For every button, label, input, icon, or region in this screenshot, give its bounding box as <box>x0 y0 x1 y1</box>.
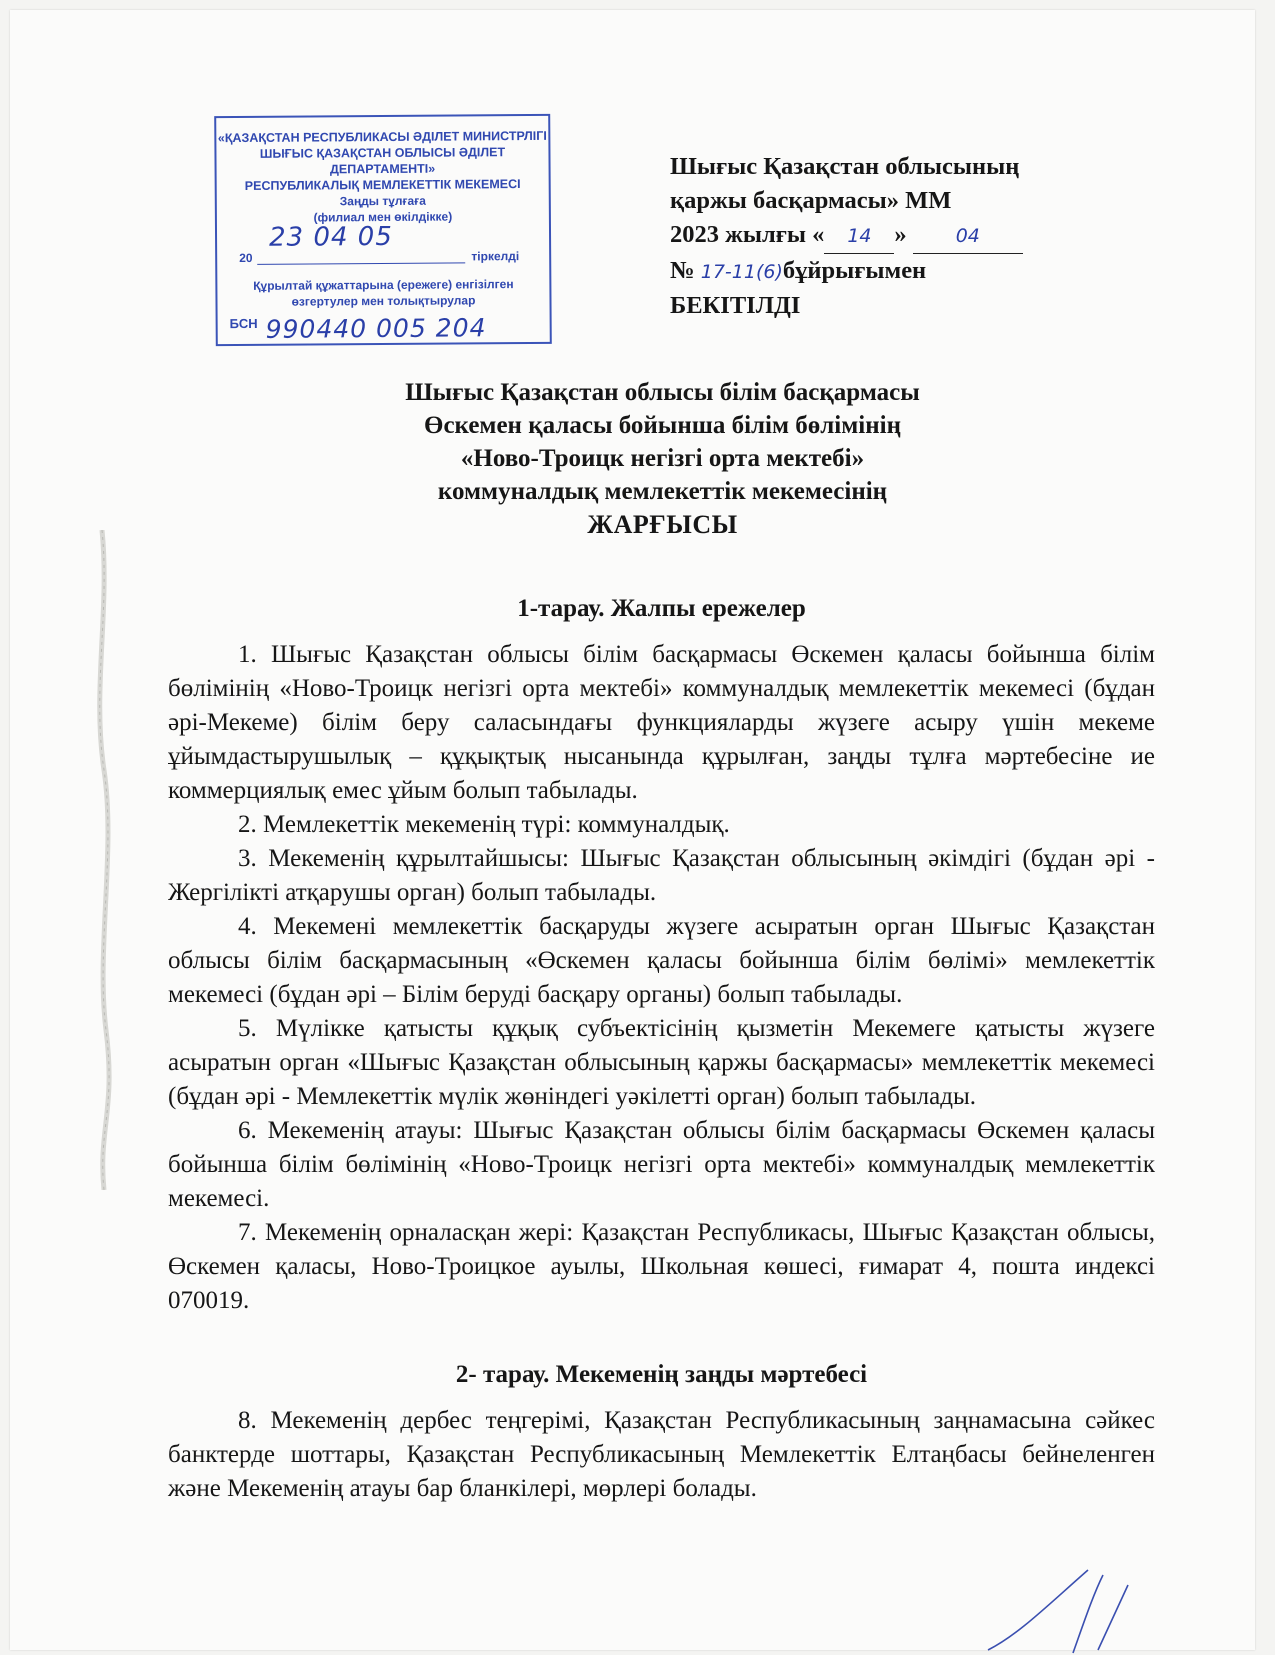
stamp-line: Заңды тұлғаға <box>339 193 426 209</box>
stamp-bsn-label: БСН <box>229 315 258 332</box>
approval-date-line: 2023 жылғы « 14 » 04 <box>670 218 1150 254</box>
stamp-date-row <box>217 221 549 270</box>
stamp-bsn-handwritten: 990440 005 204 <box>265 313 487 344</box>
paragraph: 3. Мекеменің құрылтайшысы: Шығыс Қазақстан облысының әкімдігі (бұдан әрі - Жергілікті атқарушы орган) болып табылады. <box>168 845 1155 906</box>
paragraph: 6. Мекеменің атауы: Шығыс Қазақстан облысы білім басқармасы Өскемен қаласы бойынша білім бөлімінің «Ново-Троицк негізгі орта мектебі» коммуналдық мемлекеттік мекемесі. <box>168 1117 1155 1212</box>
stamp-line: РЕСПУБЛИКАЛЫҚ МЕМЛЕКЕТТІК МЕКЕМЕСІ <box>244 177 521 193</box>
approval-number-line: № 17-11(6)бұйрығымен <box>670 257 927 284</box>
approval-line: Шығыс Қазақстан облысының <box>670 153 1020 180</box>
stamp-line: (филиал мен өкілдікке) <box>313 209 453 225</box>
title-line: Өскемен қаласы бойынша білім бөлімінің <box>424 412 901 439</box>
approval-block <box>670 150 1150 323</box>
paragraph: 2. Мемлекеттік мекеменің түрі: коммуналдық. <box>238 811 730 838</box>
stamp-reason: Құрылтай құжаттарына (ережеге) енгізілген <box>253 277 514 293</box>
paragraph: 1. Шығыс Қазақстан облысы білім басқармасы Өскемен қаласы бойынша білім бөлімінің «Ново-Троицк негізгі орта мектебі» коммуналдық мемлекеттік мекемесі (бұдан әрі-Мекеме) білім беру саласындағы функцияларды жүзеге асыру үшін мекеме ұйымдастырушылық – құқықтық нысанында құрылған, заңды тұлға мәртебесіне ие коммерциялық емес ұйым болып табылады. <box>168 641 1155 804</box>
paragraph: 5. Мүлікке қатысты құқық субъектісінің қызметін Мекемеге қатысты жүзеге асыратын орган «Шығыс Қазақстан облысының қаржы басқармасы» мемлекеттік мекемесі (бұдан әрі - Мемлекеттік мүлік жөніндегі уәкілетті орган) болып табылады. <box>168 1015 1155 1110</box>
approval-approved: БЕКІТІЛДІ <box>670 292 801 319</box>
binding-string <box>82 530 122 1190</box>
approval-number: 17-11(6) <box>700 261 783 283</box>
section-1-heading: 1-тарау. Жалпы ережелер <box>517 595 806 622</box>
title-line: Шығыс Қазақстан облысы білім басқармасы <box>405 379 920 406</box>
paragraph: 8. Мекеменің дербес теңгерімі, Қазақстан Республикасының заңнамасына сәйкес банктерде шоттары, Қазақстан Республикасының Мемлекеттік Елтаңбасы бейнеленген және Мекеменің атауы бар бланкілері, мөрлері болады. <box>168 1407 1155 1502</box>
section-2-heading: 2- тарау. Мекеменің заңды мәртебесі <box>455 1361 868 1388</box>
stamp-line: ШЫҒЫС ҚАЗАҚСТАН ОБЛЫСЫ ӘДІЛЕТ ДЕПАРТАМЕНТІ» <box>259 145 506 177</box>
title-line: коммуналдық мемлекеттік мекемесінің <box>437 478 888 505</box>
stamp-reason-2: өзгертулер мен толықтырулар <box>291 293 476 309</box>
approval-month: 04 <box>913 218 1023 254</box>
stamp-year-prefix: 20 <box>239 250 253 266</box>
paragraph: 7. Мекеменің орналасқан жері: Қазақстан Республикасы, Шығыс Қазақстан облысы, Өскемен қаласы, Ново-Троицкое ауылы, Школьная көшесі, ғимарат 4, пошта индексі 070019. <box>168 1219 1155 1314</box>
document-page <box>10 10 1255 1650</box>
stamp-line: «ҚАЗАҚСТАН РЕСПУБЛИКАСЫ ӘДІЛЕТ МИНИСТРЛІГІ <box>217 128 547 146</box>
stamp-date-line <box>257 262 465 264</box>
paragraph: 4. Мекемені мемлекеттік басқаруды жүзеге асыратын орган Шығыс Қазақстан облысы білім басқармасының «Өскемен қаласы бойынша білім бөлімі» мемлекеттік мекемесі (бұдан әрі – Білім беруді басқару органы) болып табылады. <box>168 913 1155 1008</box>
title-charter: ЖАРҒЫСЫ <box>587 510 738 539</box>
approval-day: 14 <box>824 218 894 254</box>
section-gap <box>168 1318 1155 1358</box>
signature-mark <box>978 1565 1138 1655</box>
registration-stamp <box>214 114 552 346</box>
approval-line: қаржы басқармасы» ММ <box>670 187 952 214</box>
stamp-registered: тіркелді <box>471 249 520 264</box>
stamp-handwritten-date: 23 04 05 <box>268 221 393 253</box>
document-body <box>168 592 1155 1506</box>
title-line: «Ново-Троицк негізгі орта мектебі» <box>460 445 865 472</box>
document-title <box>170 376 1155 541</box>
